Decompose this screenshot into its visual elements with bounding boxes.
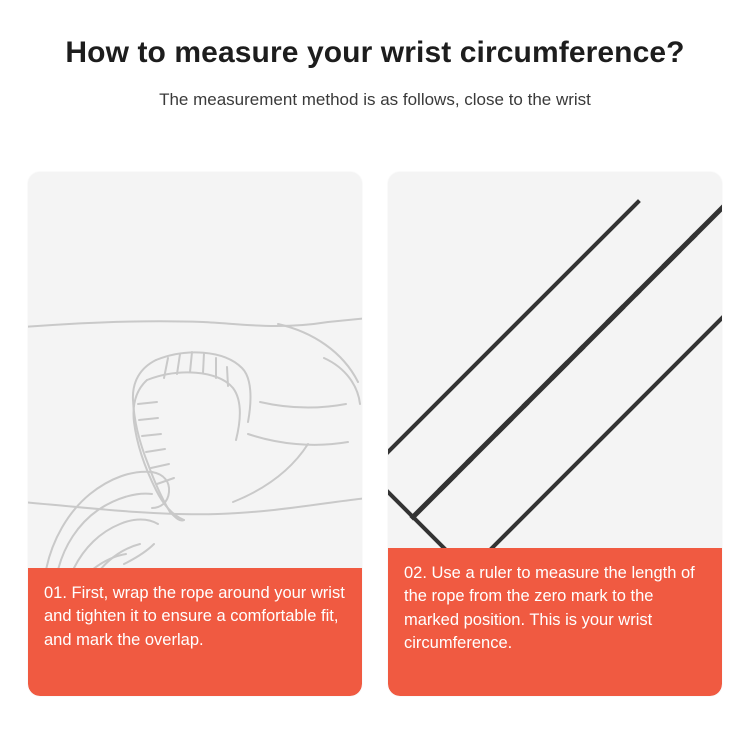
step-2-caption: 02. Use a ruler to measure the length of the rope from the zero mark to the marked position. This is your wrist circumference. bbox=[388, 548, 722, 696]
step-card-2 bbox=[388, 172, 722, 696]
step-1-caption: 01. First, wrap the rope around your wrist and tighten it to ensure a comfortable fit, and mark the overlap. bbox=[28, 568, 362, 696]
step-card-1 bbox=[28, 172, 362, 696]
wrist-tape-illustration bbox=[28, 172, 362, 568]
page-subtitle: The measurement method is as follows, close to the wrist bbox=[159, 90, 591, 109]
steps-container bbox=[28, 172, 722, 696]
ruler-illustration bbox=[388, 172, 722, 548]
page-title: How to measure your wrist circumference? bbox=[65, 36, 685, 69]
